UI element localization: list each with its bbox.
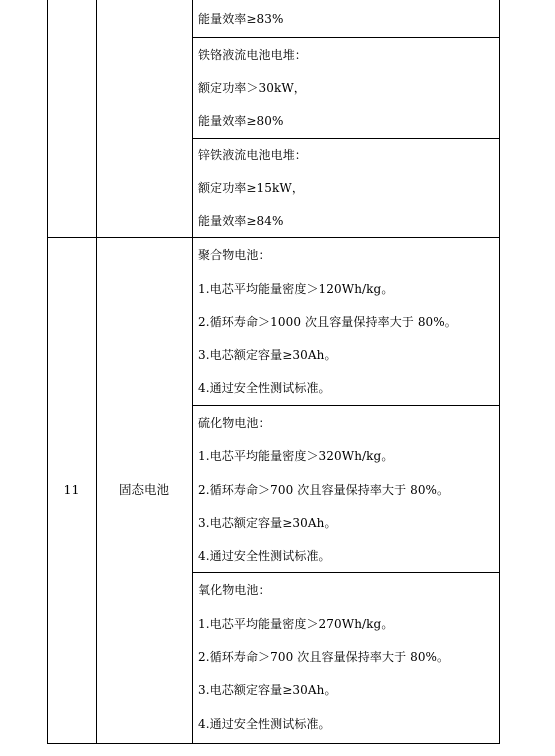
spec-line: 2.循环寿命＞700 次且容量保持率大于 80%。 xyxy=(198,650,450,664)
row-divider xyxy=(192,405,500,406)
table-border-bottom xyxy=(47,743,500,744)
spec-line: 3.电芯额定容量≥30Ah。 xyxy=(198,683,337,697)
spec-line: 3.电芯额定容量≥30Ah。 xyxy=(198,516,337,530)
spec-line: 氧化物电池： xyxy=(198,583,271,597)
row-number: 11 xyxy=(63,482,80,497)
spec-line: 3.电芯额定容量≥30Ah。 xyxy=(198,348,337,362)
table-border-left xyxy=(47,0,48,744)
row-divider xyxy=(192,572,500,573)
spec-line: 4.通过安全性测试标准。 xyxy=(198,549,331,563)
spec-line: 聚合物电池： xyxy=(198,248,271,262)
row-divider xyxy=(192,37,500,38)
spec-line: 能量效率≥84% xyxy=(198,214,284,228)
spec-line: 能量效率≥80% xyxy=(198,114,284,128)
spec-line: 4.通过安全性测试标准。 xyxy=(198,717,331,731)
column-divider-1 xyxy=(96,0,97,744)
spec-line: 1.电芯平均能量密度＞320Wh/kg。 xyxy=(198,449,394,463)
spec-line: 1.电芯平均能量密度＞120Wh/kg。 xyxy=(198,282,394,296)
spec-line: 硫化物电池： xyxy=(198,416,271,430)
column-divider-2 xyxy=(192,0,193,744)
spec-line: 2.循环寿命＞1000 次且容量保持率大于 80%。 xyxy=(198,315,457,329)
spec-line: 铁铬液流电池电堆： xyxy=(198,48,307,62)
table-border-right xyxy=(499,0,500,744)
spec-line: 2.循环寿命＞700 次且容量保持率大于 80%。 xyxy=(198,483,450,497)
spec-table xyxy=(47,0,500,744)
spec-line: 能量效率≥83% xyxy=(198,12,284,26)
row-divider xyxy=(192,138,500,139)
spec-line: 1.电芯平均能量密度＞270Wh/kg。 xyxy=(198,617,394,631)
row-divider-full xyxy=(47,237,500,238)
spec-line: 锌铁液流电池电堆： xyxy=(198,148,307,162)
spec-line: 额定功率＞30kW， xyxy=(198,81,306,95)
spec-line: 4.通过安全性测试标准。 xyxy=(198,381,331,395)
spec-line: 额定功率≥15kW， xyxy=(198,181,304,195)
row-category: 固态电池 xyxy=(118,482,169,497)
